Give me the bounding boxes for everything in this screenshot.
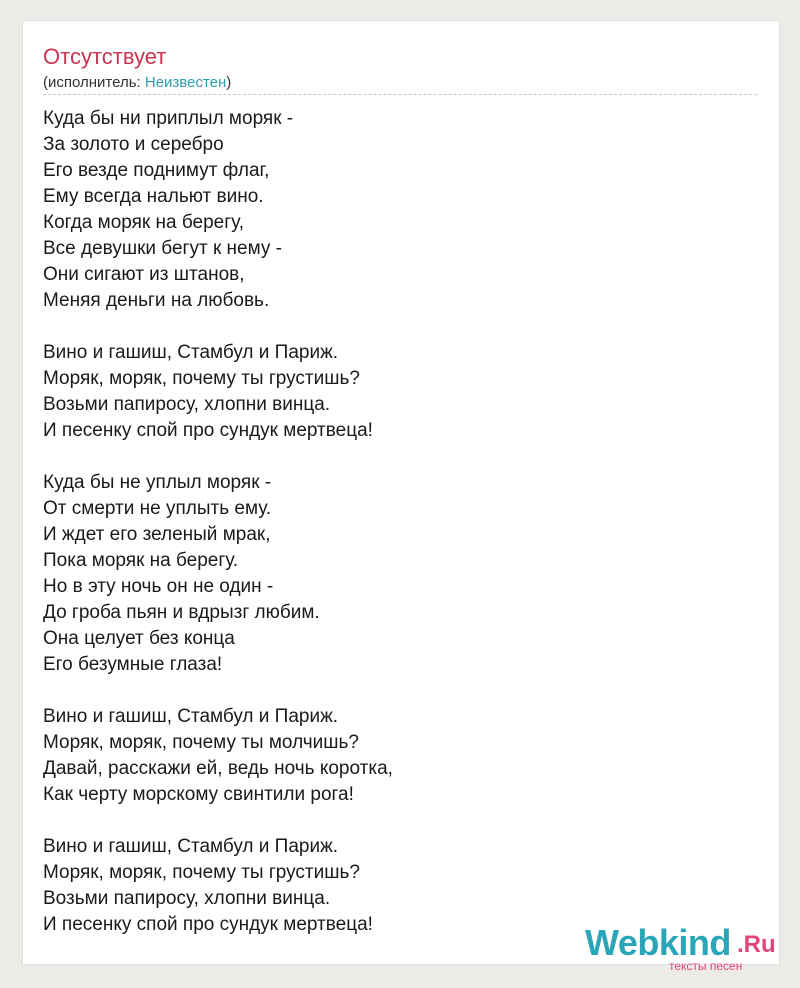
- lyric-line: Меняя деньги на любовь.: [43, 290, 270, 311]
- lyric-line: Его везде поднимут флаг,: [43, 160, 270, 181]
- logo-name: Webkind: [585, 922, 731, 963]
- lyric-line: Пока моряк на берегу.: [43, 550, 239, 571]
- lyrics-card: [22, 20, 780, 973]
- lyric-line: Она целует без конца: [43, 628, 235, 649]
- lyric-line: Вино и гашиш, Стамбул и Париж.: [43, 836, 339, 857]
- artist-link[interactable]: Неизвестен: [144, 74, 227, 91]
- song-title: Отсутствует: [43, 44, 167, 69]
- lyric-line: Моряк, моряк, почему ты грустишь?: [43, 368, 360, 389]
- lyric-line: Все девушки бегут к нему -: [43, 238, 282, 259]
- lyric-line: Вино и гашиш, Стамбул и Париж.: [43, 342, 339, 363]
- lyric-line: Куда бы не уплыл моряк -: [43, 472, 272, 493]
- lyric-line: Давай, расскажи ей, ведь ночь коротка,: [43, 758, 393, 779]
- lyrics-stanza: [43, 106, 393, 314]
- lyric-line: Как черту морскому свинтили рога!: [43, 784, 354, 805]
- lyric-line: И ждет его зеленый мрак,: [43, 524, 271, 545]
- lyric-line: Но в эту ночь он не один -: [43, 576, 274, 597]
- lyric-line: И песенку спой про сундук мертвеца!: [43, 420, 373, 441]
- lyric-line: Куда бы ни приплыл моряк -: [43, 108, 294, 129]
- webkind-logo[interactable]: [585, 923, 781, 973]
- lyric-line: Моряк, моряк, почему ты молчишь?: [43, 732, 359, 753]
- artist-prefix: (исполнитель:: [43, 74, 145, 91]
- lyric-line: До гроба пьян и вдрызг любим.: [43, 602, 320, 623]
- lyric-line: Они сигают из штанов,: [43, 264, 245, 285]
- dashed-divider: [43, 94, 757, 95]
- logo-tld: .Ru: [737, 931, 776, 958]
- lyrics-body: [43, 106, 393, 964]
- lyric-line: Когда моряк на берегу,: [43, 212, 245, 233]
- lyric-line: Ему всегда нальют вино.: [43, 186, 264, 207]
- lyric-line: От смерти не уплыть ему.: [43, 498, 272, 519]
- lyric-line: Возьми папиросу, хлопни винца.: [43, 394, 331, 415]
- lyric-line: Моряк, моряк, почему ты грустишь?: [43, 862, 360, 883]
- lyric-line: Возьми папиросу, хлопни винца.: [43, 888, 331, 909]
- lyric-line: За золото и серебро: [43, 134, 224, 155]
- artist-suffix: ): [226, 74, 232, 91]
- logo-tagline: тексты песен: [669, 959, 743, 973]
- lyrics-stanza: [43, 470, 393, 678]
- lyrics-stanza: [43, 340, 393, 444]
- lyric-line: Его безумные глаза!: [43, 654, 223, 675]
- artist-line: [43, 73, 231, 93]
- lyric-line: И песенку спой про сундук мертвеца!: [43, 914, 373, 935]
- lyrics-stanza: [43, 834, 393, 938]
- lyrics-stanza: [43, 704, 393, 808]
- lyric-line: Вино и гашиш, Стамбул и Париж.: [43, 706, 339, 727]
